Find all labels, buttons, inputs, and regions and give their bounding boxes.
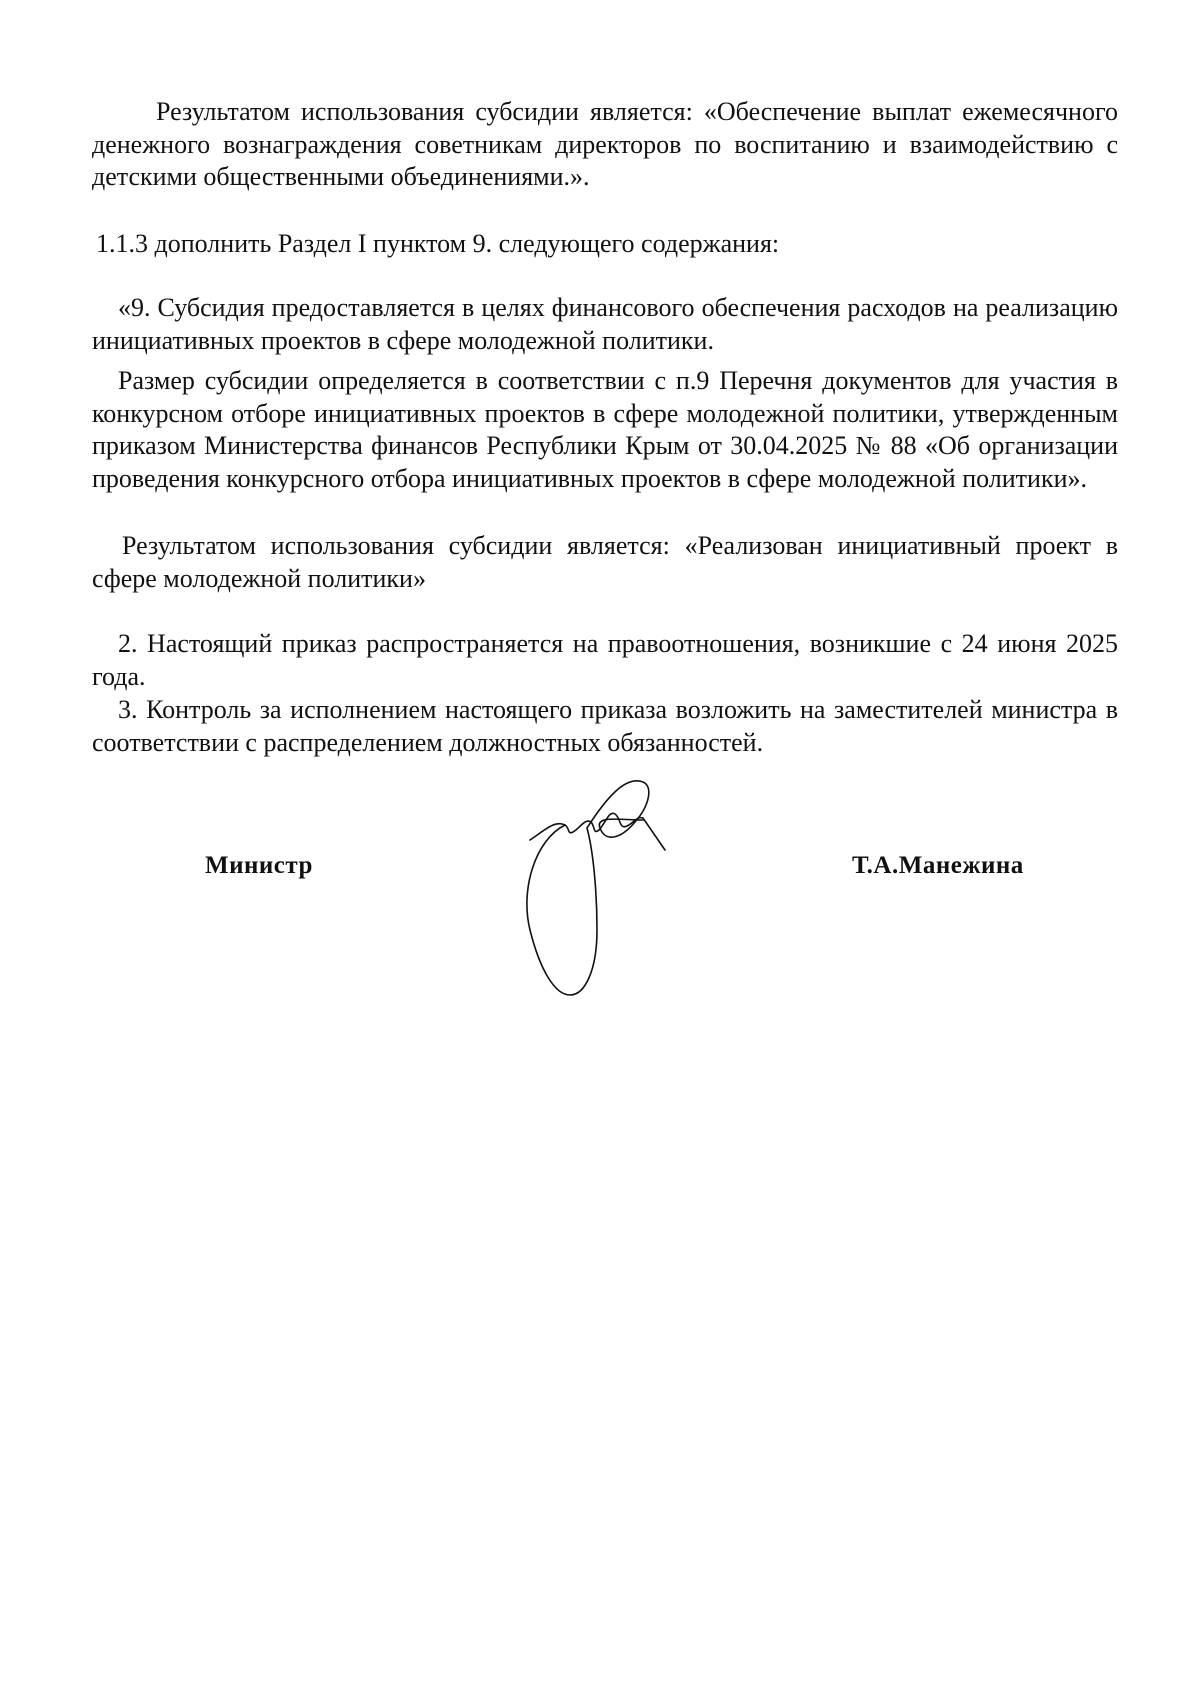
item-9-paragraph: «9. Субсидия предоставляется в целях финансового обеспечения расходов на реализацию инициативных проектов в сфере молодежной политики. [92, 293, 1118, 355]
item-2-paragraph: 2. Настоящий приказ распространяется на правоотношения, возникшие с 24 июня 2025 года. [92, 629, 1118, 691]
subsidy-result-paragraph-2: Результатом использования субсидии является: «Реализован инициативный проект в сфере молодежной политики» [92, 531, 1118, 593]
amendment-paragraph: 1.1.3 дополнить Раздел I пунктом 9. следующего содержания: [96, 229, 780, 258]
item-3-paragraph: 3. Контроль за исполнением настоящего приказа возложить на заместителей министра в соответствии с распределением должностных обязанностей. [92, 695, 1118, 757]
subsidy-size-paragraph: Размер субсидии определяется в соответствии с п.9 Перечня документов для участия в конкурсном отборе инициативных проектов в сфере молодежной политики, утвержденным приказом Министерства финансов Республики Крым от 30.04.2025 № 88 «Об организации проведения конкурсного отбора инициативных проектов в сфере молодежной политики». [92, 366, 1118, 493]
subsidy-result-paragraph: Результатом использования субсидии является: «Обеспечение выплат ежемесячного денежного вознаграждения советникам директоров по воспитанию и взаимодействию с детскими общественными объединениями.». [92, 97, 1118, 191]
handwritten-signature [525, 780, 735, 1015]
signatory-role: Министр [205, 852, 313, 879]
signatory-name: Т.А.Манежина [852, 852, 1024, 879]
